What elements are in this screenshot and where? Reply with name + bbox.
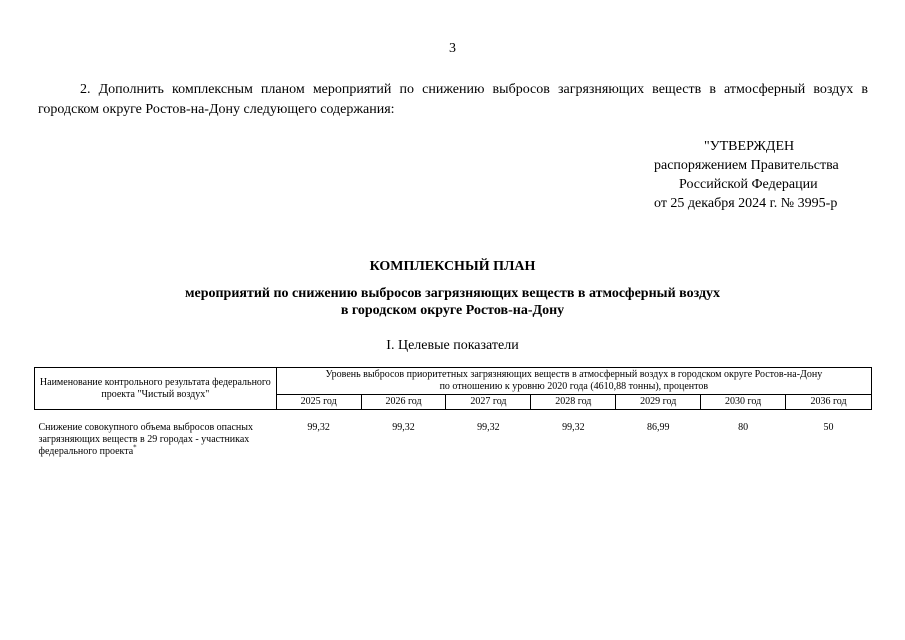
- value-2028: 99,32: [562, 422, 585, 433]
- table-row: [35, 410, 872, 459]
- value-2030: 80: [738, 422, 749, 433]
- intro-paragraph: 2. Дополнить комплексным планом мероприятий по снижению выбросов загрязняющих веществ в атмосферный воздух в городском округе Ростов-на-Дону следующего содержания:: [38, 82, 868, 117]
- approval-line-government: Российской Федерации: [679, 177, 818, 192]
- approval-line-decree: распоряжением Правительства: [654, 158, 839, 173]
- year-header-2036: 2036 год: [786, 395, 872, 410]
- value-2025: 99,32: [307, 422, 330, 433]
- value-2036: 50: [823, 422, 834, 433]
- value-2026: 99,32: [392, 422, 415, 433]
- footnote-mark: *: [133, 443, 137, 452]
- year-header-2028: 2028 год: [531, 395, 616, 410]
- approval-block: [640, 137, 870, 213]
- emission-header-line-1: Уровень выбросов приоритетных загрязняющих веществ в атмосферный воздух в городском округе Ростов-на-Дону: [325, 369, 823, 380]
- plan-subtitle: [0, 285, 905, 319]
- column-header-result-name: Наименование контрольного результата федерального проекта "Чистый воздух": [35, 368, 277, 410]
- row-name-cell: [35, 410, 277, 459]
- approval-line-approved: "УТВЕРЖДЕН: [704, 139, 795, 154]
- emission-header-line-2: по отношению к уровню 2020 года (4610,88 тонны), процентов: [439, 381, 709, 392]
- year-header-2030: 2030 год: [701, 395, 786, 410]
- plan-subtitle-line-1: мероприятий по снижению выбросов загрязняющих веществ в атмосферный воздух: [184, 286, 721, 301]
- approval-line-date: от 25 декабря 2024 г. № 3995-р: [654, 196, 838, 211]
- page-number: 3: [449, 41, 456, 56]
- row-name: Снижение совокупного объема выбросов опасных загрязняющих веществ в 29 городах - участниках федерального проекта: [38, 422, 253, 457]
- value-2029: 86,99: [646, 422, 670, 433]
- plan-subtitle-line-2: в городском округе Ростов-на-Дону: [340, 303, 565, 318]
- column-header-emission-level: [276, 368, 871, 395]
- value-2027: 99,32: [477, 422, 500, 433]
- year-header-2027: 2027 год: [446, 395, 531, 410]
- section-title: I. Целевые показатели: [386, 338, 519, 353]
- target-indicators-table: [34, 367, 872, 458]
- year-header-2029: 2029 год: [616, 395, 701, 410]
- year-header-2026: 2026 год: [361, 395, 446, 410]
- year-header-2025: 2025 год: [276, 395, 361, 410]
- plan-title: КОМПЛЕКСНЫЙ ПЛАН: [369, 259, 536, 274]
